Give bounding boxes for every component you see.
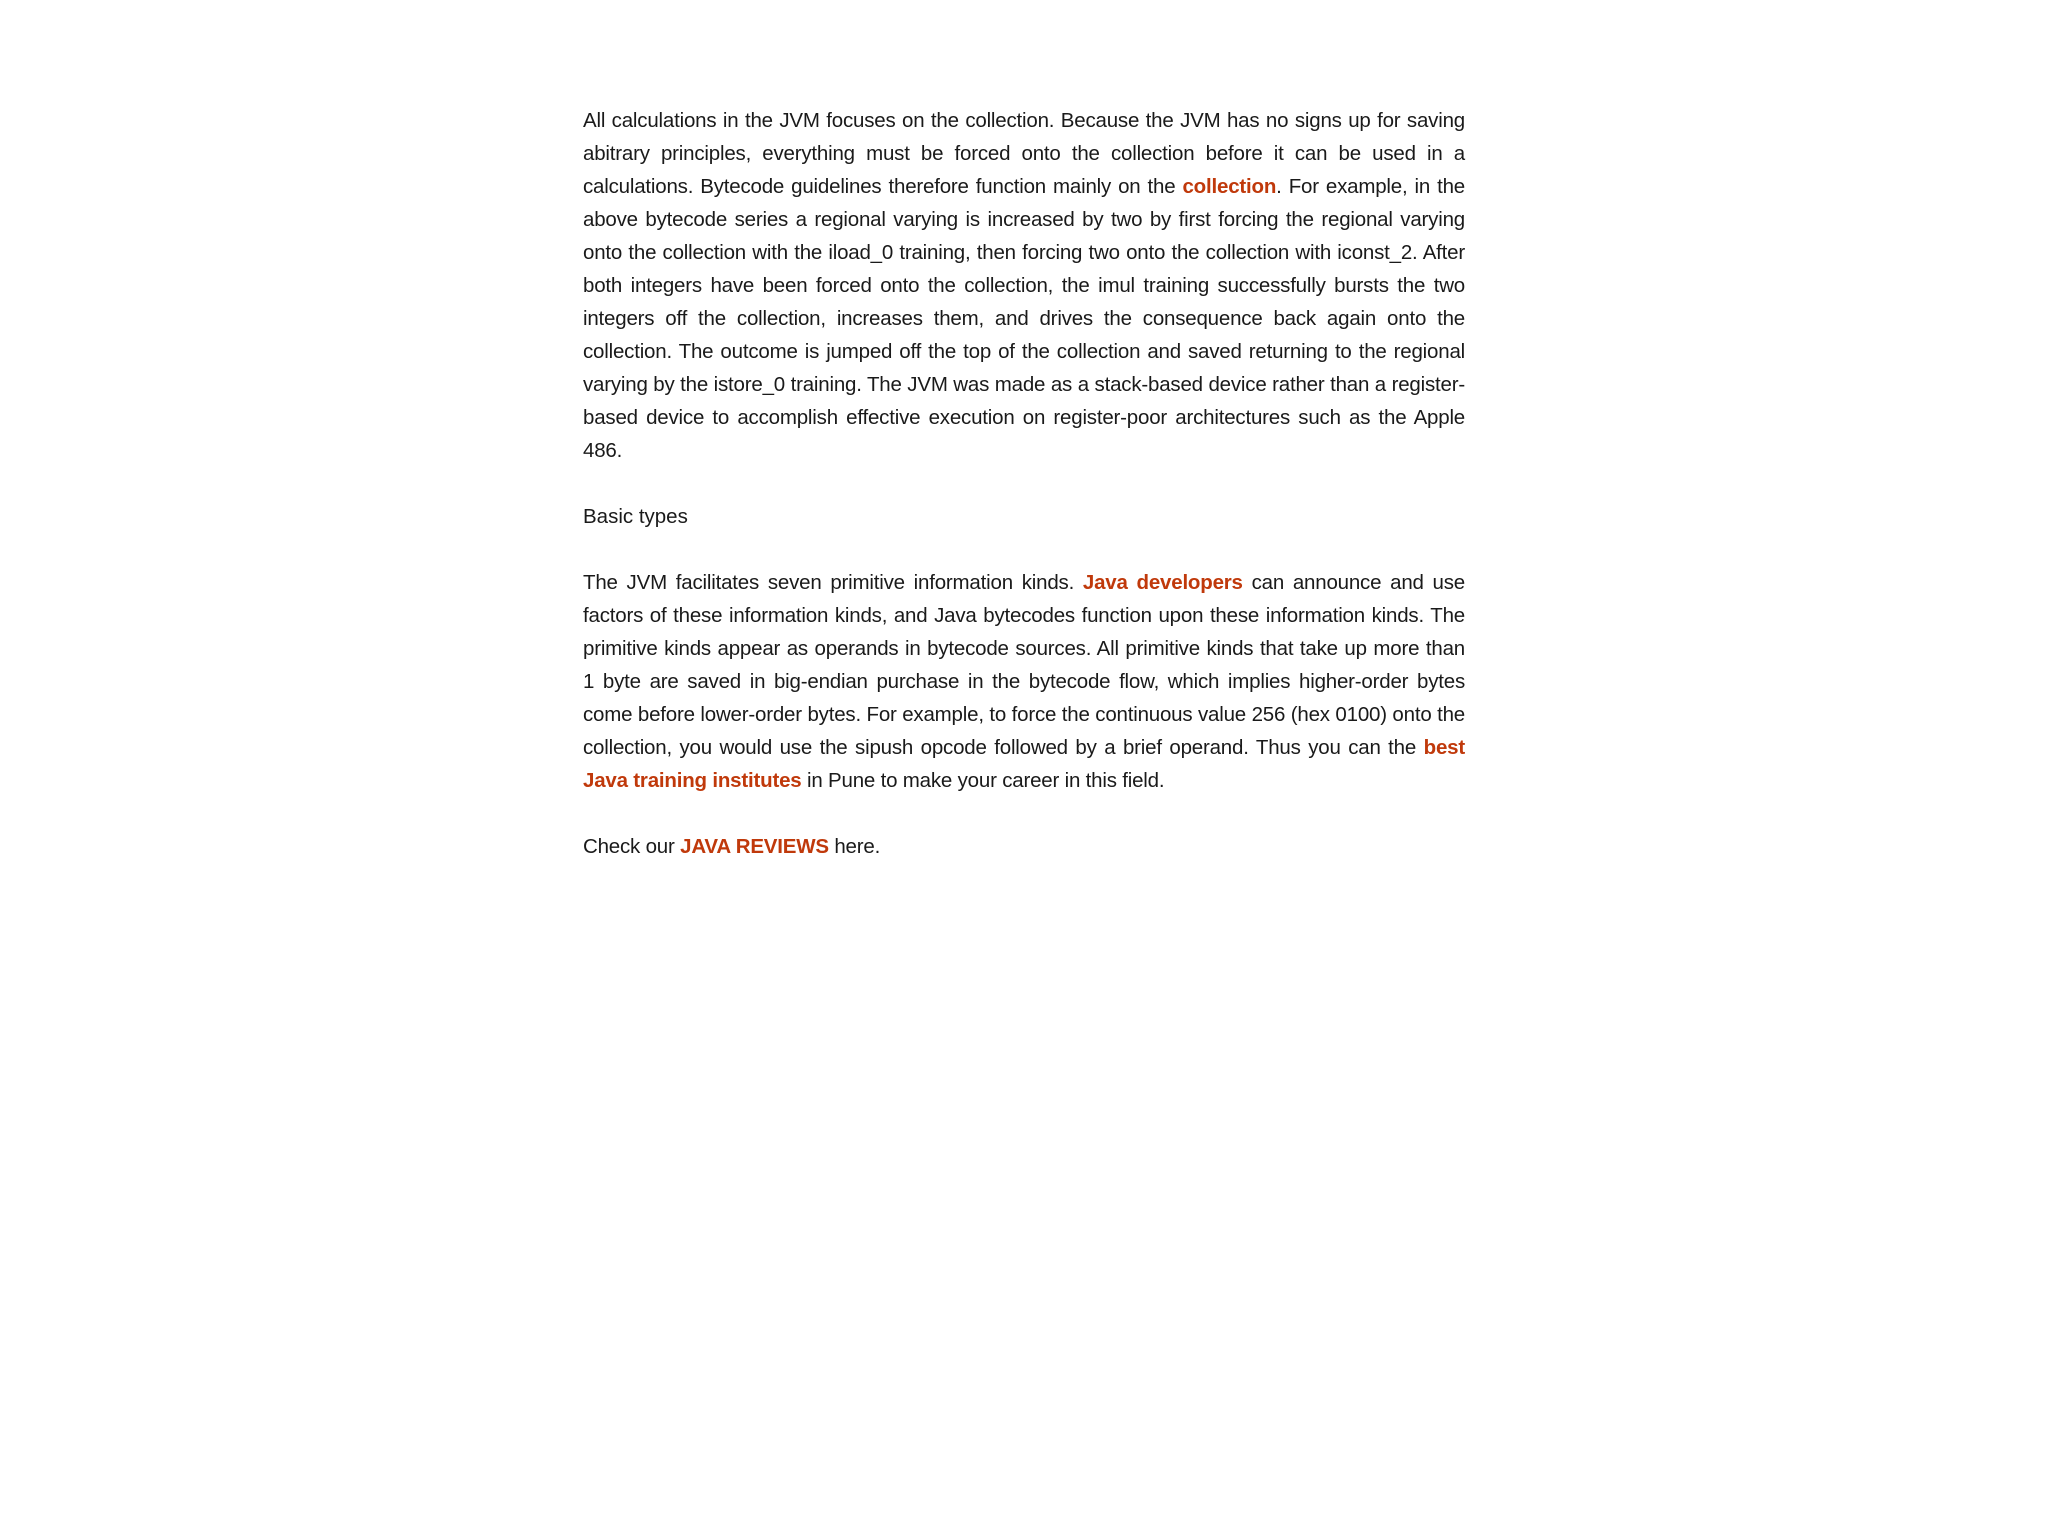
link-collection[interactable]: collection bbox=[1182, 175, 1277, 198]
paragraph-text: The JVM facilitates seven primitive information kinds. bbox=[583, 571, 1083, 594]
paragraph-text: in Pune to make your career in this field. bbox=[801, 769, 1165, 792]
paragraph-text: Check our bbox=[583, 835, 681, 858]
link-java-reviews[interactable]: JAVA REVIEWS bbox=[680, 835, 829, 858]
article-body bbox=[583, 104, 1465, 896]
paragraph-primitive-types bbox=[583, 566, 1465, 797]
link-best-java-training-institutes[interactable]: best Java training institutes bbox=[583, 736, 1465, 792]
paragraph-text: can announce and use factors of these information kinds, and Java bytecodes function upon these information kinds. The primitive kinds appear as operands in bytecode sources. All primitive kinds that take up more than 1 byte are saved in big-endian purchase in the bytecode flow, which implies higher-order bytes come before lower-order bytes. For example, to force the continuous value 256 (hex 0100) onto the collection, you would use the sipush opcode followed by a brief operand. Thus you can the bbox=[583, 571, 1466, 759]
paragraph-text: here. bbox=[828, 835, 881, 858]
section-heading-basic-types: Basic types bbox=[583, 505, 688, 528]
paragraph-jvm-stack bbox=[583, 104, 1465, 467]
link-java-developers[interactable]: Java developers bbox=[1082, 571, 1243, 594]
paragraph-text: All calculations in the JVM focuses on the collection. Because the JVM has no signs up for saving abitrary principles, everything must be forced onto the collection before it can be used in a calculations. Bytecode guidelines therefore function mainly on the bbox=[583, 109, 1465, 198]
paragraph-text: . For example, in the above bytecode series a regional varying is increased by two by first forcing the regional varying onto the collection with the iload_0 training, then forcing two onto the collection with iconst_2. After both integers have been forced onto the collection, the imul training successfully bursts the two integers off the collection, increases them, and drives the consequence back again onto the collection. The outcome is jumped off the top of the collection and saved returning to the regional varying by the istore_0 training. The JVM was made as a stack-based device rather than a register-based device to accomplish effective execution on register-poor architectures such as the Apple 486. bbox=[583, 175, 1465, 462]
paragraph-check-reviews bbox=[583, 830, 1465, 863]
